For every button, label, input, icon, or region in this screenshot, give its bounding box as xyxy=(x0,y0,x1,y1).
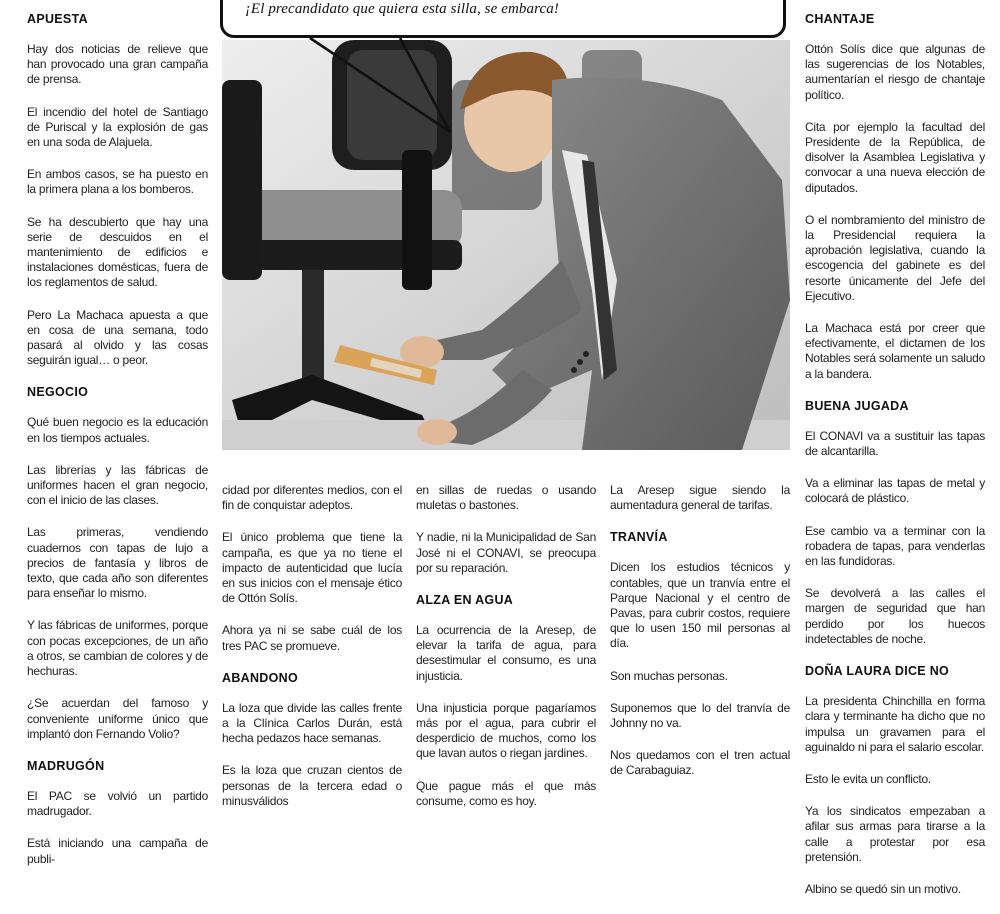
heading-abandono: ABANDONO xyxy=(222,670,299,685)
bubble-quote: ¡El precandidato que quiera esta silla, se embarca! xyxy=(245,1,559,17)
paragraph: La ocurrencia de la Aresep, de elevar la tarifa de agua, para desestimular el consumo, es una injusticia. xyxy=(416,623,596,683)
paragraph: Pero La Machaca apuesta a que en cosa de una semana, todo pasará al olvido y las cosas seguirán igual… o peor. xyxy=(27,307,208,368)
speech-bubble xyxy=(220,0,786,38)
paragraph: Cita por ejemplo la facultad del Presidente de la República, de disolver la Asamblea Legislativa y convocar a una nueva elección de diputados. xyxy=(805,119,985,195)
paragraph: ¿Se acuerdan del famoso y conveniente uniforme único que implantó don Fernando Volio? xyxy=(27,696,208,741)
paragraph: Ahora ya ni se sabe cuál de los tres PAC se promueve. xyxy=(222,623,402,653)
heading-dona-laura: DOÑA LAURA DICE NO xyxy=(805,664,950,679)
paragraph: El incendio del hotel de Santiago de Puriscal y la explosión de gas en una soda de Alajuela. xyxy=(27,104,208,150)
paragraph: El CONAVI va a sustituir las tapas de alcantarilla. xyxy=(805,428,985,459)
paragraph: Y las fábricas de uniformes, porque con pocas excepciones, de un año a otros, se cambian de colores y de hechuras. xyxy=(27,618,208,679)
paragraph: El PAC se volvió un partido madrugador. xyxy=(27,788,208,819)
heading-apuesta: APUESTA xyxy=(27,12,88,26)
paragraph: Las primeras, vendiendo cuadernos con tapas de lujo a precios de fantasía y libros de texto, que cada año son diferentes para enseñar lo mismo. xyxy=(27,525,208,601)
column-3 xyxy=(416,483,596,826)
column-5 xyxy=(805,9,985,914)
paragraph: Nos quedamos con el tren actual de Carabaguiaz. xyxy=(610,748,790,778)
paragraph: Va a eliminar las tapas de metal y colocará de plástico. xyxy=(805,476,985,506)
paragraph: La Machaca está por creer que efectivamente, el dictamen de los Notables será solamente un saludo a la bandera. xyxy=(805,321,985,381)
paragraph: Es la loza que cruzan cientos de personas de la tercera edad o minusválidos xyxy=(222,763,402,808)
paragraph: Hay dos noticias de relieve que han provocado una gran campaña de prensa. xyxy=(27,42,208,87)
paragraph: Esto le evita un conflicto. xyxy=(805,771,931,786)
paragraph: En ambos casos, se ha puesto en la primera plana a los bomberos. xyxy=(27,167,208,197)
paragraph: Son muchas personas. xyxy=(610,668,728,683)
paragraph: Que pague más el que más consume, como es hoy. xyxy=(416,778,596,808)
paragraph: Y nadie, ni la Municipalidad de San José ni el CONAVI, se preocupa por su reparación. xyxy=(416,530,596,575)
paragraph: Se devolverá a las calles el margen de seguridad que han perdido por los huecos indetectables de noche. xyxy=(805,586,985,646)
heading-alza-en-agua: ALZA EN AGUA xyxy=(416,593,514,608)
heading-negocio: NEGOCIO xyxy=(27,385,89,400)
heading-tranvia: TRANVÍA xyxy=(610,530,668,545)
column-1 xyxy=(27,9,208,884)
heading-chantaje: CHANTAJE xyxy=(805,12,875,26)
paragraph: O el nombramiento del ministro de la Presidencial requiera la aprobación legislativa, cuando la escogencia del gabinete es del resorte únicamente del Jefe del Ejecutivo. xyxy=(805,212,985,303)
paragraph: Qué buen negocio es la educación en los tiempos actuales. xyxy=(27,415,208,445)
paragraph: La loza que divide las calles frente a la Clínica Carlos Durán, está hecha pedazos hace semanas. xyxy=(222,700,402,746)
column-2 xyxy=(222,483,402,826)
paragraph: El único problema que tiene la campaña, es que ya no tiene el impacto de autenticidad que lucía en sus inicios con el mensaje ético de Ottón Solís. xyxy=(222,530,402,606)
paragraph: Albino se quedó sin un motivo. xyxy=(805,881,961,896)
paragraph: Ya los sindicatos empezaban a afilar sus armas para tirarse a la calle a protestar por esa pretensión. xyxy=(805,804,985,864)
heading-madrugon: MADRUGÓN xyxy=(27,758,105,773)
paragraph: Las librerías y las fábricas de uniformes hacen el gran negocio, con el inicio de las clases. xyxy=(27,462,208,508)
paragraph: cidad por diferentes medios, con el fin de conquistar adeptos. xyxy=(222,483,402,513)
paragraph: Se ha descubierto que hay una serie de descuidos en el mantenimiento de edificios e instalaciones domésticas, fuera de los reglamentos de salud. xyxy=(27,214,208,290)
paragraph: Está iniciando una campaña de publi- xyxy=(27,836,208,866)
paragraph: La presidenta Chinchilla en forma clara y terminante ha dicho que no impulsa un gravamen para el aguinaldo ni para el salario escolar. xyxy=(805,694,985,754)
bubble-pointer xyxy=(300,36,470,146)
paragraph: La Aresep sigue siendo la aumentadura general de tarifas. xyxy=(610,483,790,513)
paragraph: Ese cambio va a terminar con la robadera de tapas, para venderlas en las fundidoras. xyxy=(805,523,985,569)
paragraph: Dicen los estudios técnicos y contables, que un tranvía entre el Parque Nacional y el centro de Pavas, para cubrir costos, requiere que lo usen 150 mil personas al día. xyxy=(610,560,790,651)
paragraph: en sillas de ruedas o usando muletas o bastones. xyxy=(416,483,596,513)
paragraph: Una injusticia porque pagaríamos más por el agua, para cubrir el desperdicio de muchos, como los que lavan autos o riegan jardines. xyxy=(416,700,596,761)
column-4 xyxy=(610,483,790,796)
heading-buena-jugada: BUENA JUGADA xyxy=(805,398,909,413)
paragraph: Suponemos que lo del tranvía de Johnny no va. xyxy=(610,700,790,731)
paragraph: Ottón Solís dice que algunas de las sugerencias de los Notables, aumentarían el riesgo de chantaje político. xyxy=(805,42,985,102)
